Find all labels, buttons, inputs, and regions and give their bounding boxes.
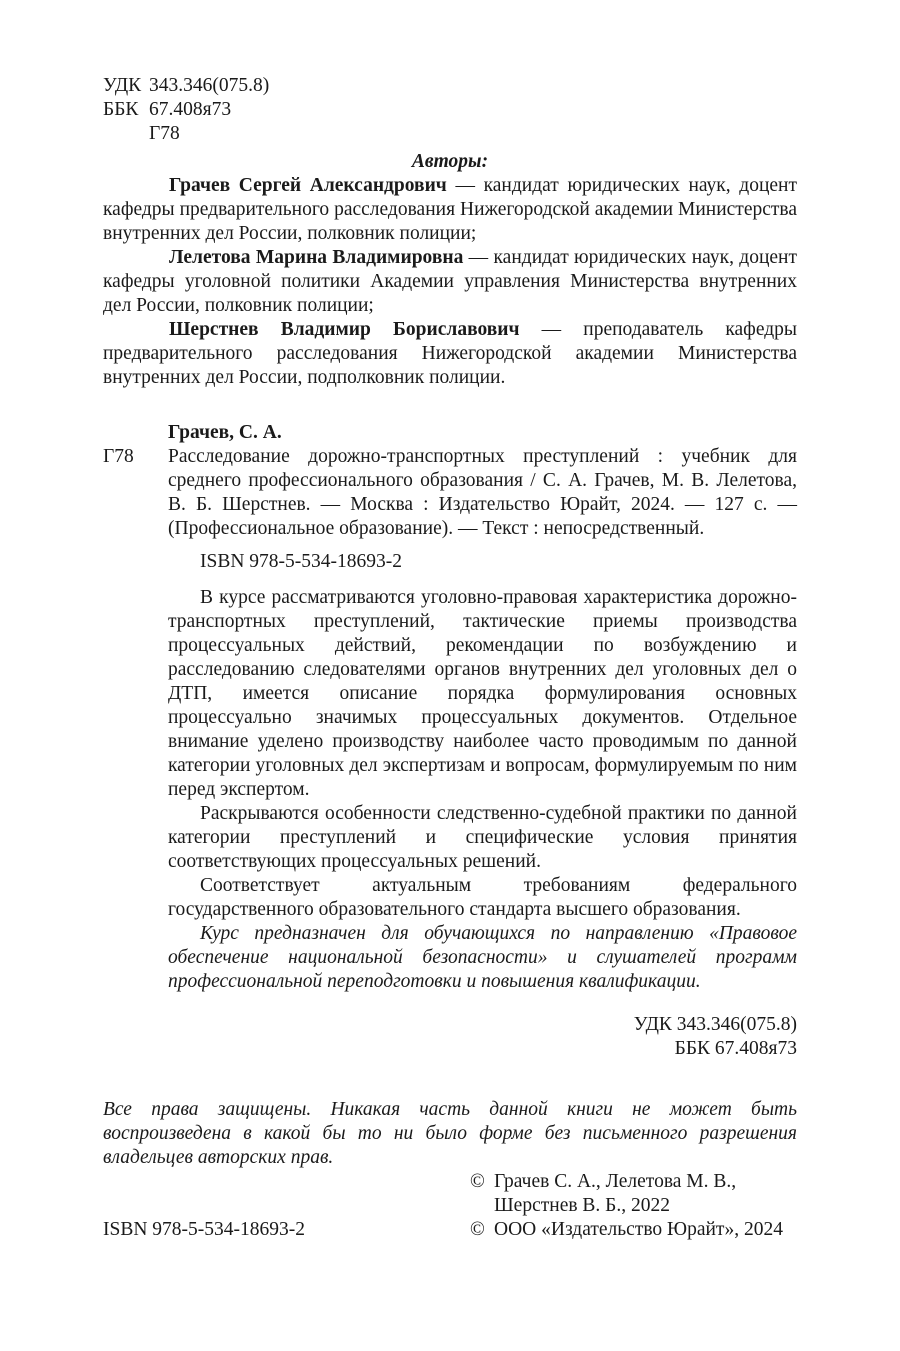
biblio-author-mark: Г78 [103, 446, 134, 467]
bbk-row [103, 98, 269, 122]
copyright-icon: © [470, 1219, 485, 1240]
codes-right [634, 1013, 797, 1061]
bbk-code: ББК 67.408я73 [674, 1038, 797, 1059]
annotation-paragraph: В курсе рассматриваются уголовно-правовая характеристика дорожно-транспортных преступлений, тактические приемы производства процессуальных действий, рекомендации по возбуждению и расследованию следователями органов внутренних дел уголовных дел о ДТП, имеется описание порядка формулирования основных процессуально значимых процессуальных документов. Отдельное внимание уделено производству наиболее часто проводимым по данной категории уголовных дел экспертизам и вопросам, формулируемым по ним перед экспертом. [168, 587, 797, 800]
udk-label: УДК [103, 75, 142, 96]
author-name: Лелетова Марина Владимировна [169, 247, 464, 268]
copyright-publisher-text: ООО «Издательство Юрайт», 2024 [494, 1219, 783, 1240]
annotation [168, 586, 797, 994]
isbn-bottom: ISBN 978-5-534-18693-2 [103, 1219, 306, 1240]
author-entry [103, 246, 797, 318]
udk-code: УДК 343.346(075.8) [633, 1014, 797, 1035]
annotation-audience: Курс предназначен для обучающихся по направлению «Правовое обеспечение национальной безопасности» и слушателей программ профессиональной переподготовки и повышения квалификации. [168, 923, 797, 992]
udk-row [103, 74, 269, 98]
author-name: Шерстнев Владимир Бориславович [169, 319, 520, 340]
copyright-publisher [470, 1218, 800, 1242]
copyright-block [470, 1170, 800, 1242]
copyright-authors-line1: Грачев С. А., Лелетова М. В., [494, 1171, 737, 1192]
biblio-author: Грачев, С. А. [168, 422, 282, 443]
author-entry [103, 174, 797, 246]
annotation-paragraph: Раскрываются особенности следственно-судебной практики по данной категории преступлений и специфические условия принятия соответствующих процессуальных решений. [168, 803, 797, 872]
authors-section [103, 150, 797, 390]
authors-heading: Авторы: [411, 151, 489, 172]
author-description: — кандидат юридических наук, доцент кафедры уголовной политики Академии управления Министерства внутренних дел России, полковник полиции; [103, 247, 797, 316]
author-description: — кандидат юридических наук, доцент кафедры предварительного расследования Нижегородской академии Министерства внутренних дел России, полковник полиции; [103, 175, 798, 244]
author-mark: Г78 [149, 123, 180, 144]
udk-value: 343.346(075.8) [149, 75, 270, 96]
bbk-value: 67.408я73 [149, 99, 232, 120]
annotation-paragraph: Соответствует актуальным требованиям федерального государственного образовательного стандарта высшего образования. [168, 875, 797, 920]
copyright-authors [470, 1170, 800, 1218]
author-name: Грачев Сергей Александрович [169, 175, 447, 196]
classification-codes [103, 74, 269, 146]
copyright-authors-line2: Шерстнев В. Б., 2022 [494, 1195, 671, 1216]
biblio-description: Расследование дорожно-транспортных преступлений : учебник для среднего профессионального образования / С. А. Грачев, М. В. Лелетова, В. Б. Шерстнев. — Москва : Издательство Юрайт, 2024. — 127 с. — (Профессиональное образование). — Текст : непосредственный. [168, 446, 797, 539]
rights-notice: Все права защищены. Никакая часть данной книги не может быть воспроизведена в какой бы то ни было форме без письменного разрешения владельцев авторских прав. [103, 1099, 797, 1168]
bibliographic-record [168, 421, 797, 541]
biblio-isbn: ISBN 978-5-534-18693-2 [200, 551, 403, 572]
bbk-label: ББК [103, 99, 139, 120]
author-description: — преподаватель кафедры предварительного расследования Нижегородской академии Министерства внутренних дел России, подполковник полиции. [103, 319, 797, 388]
copyright-icon: © [470, 1171, 485, 1192]
author-entry [103, 318, 797, 390]
